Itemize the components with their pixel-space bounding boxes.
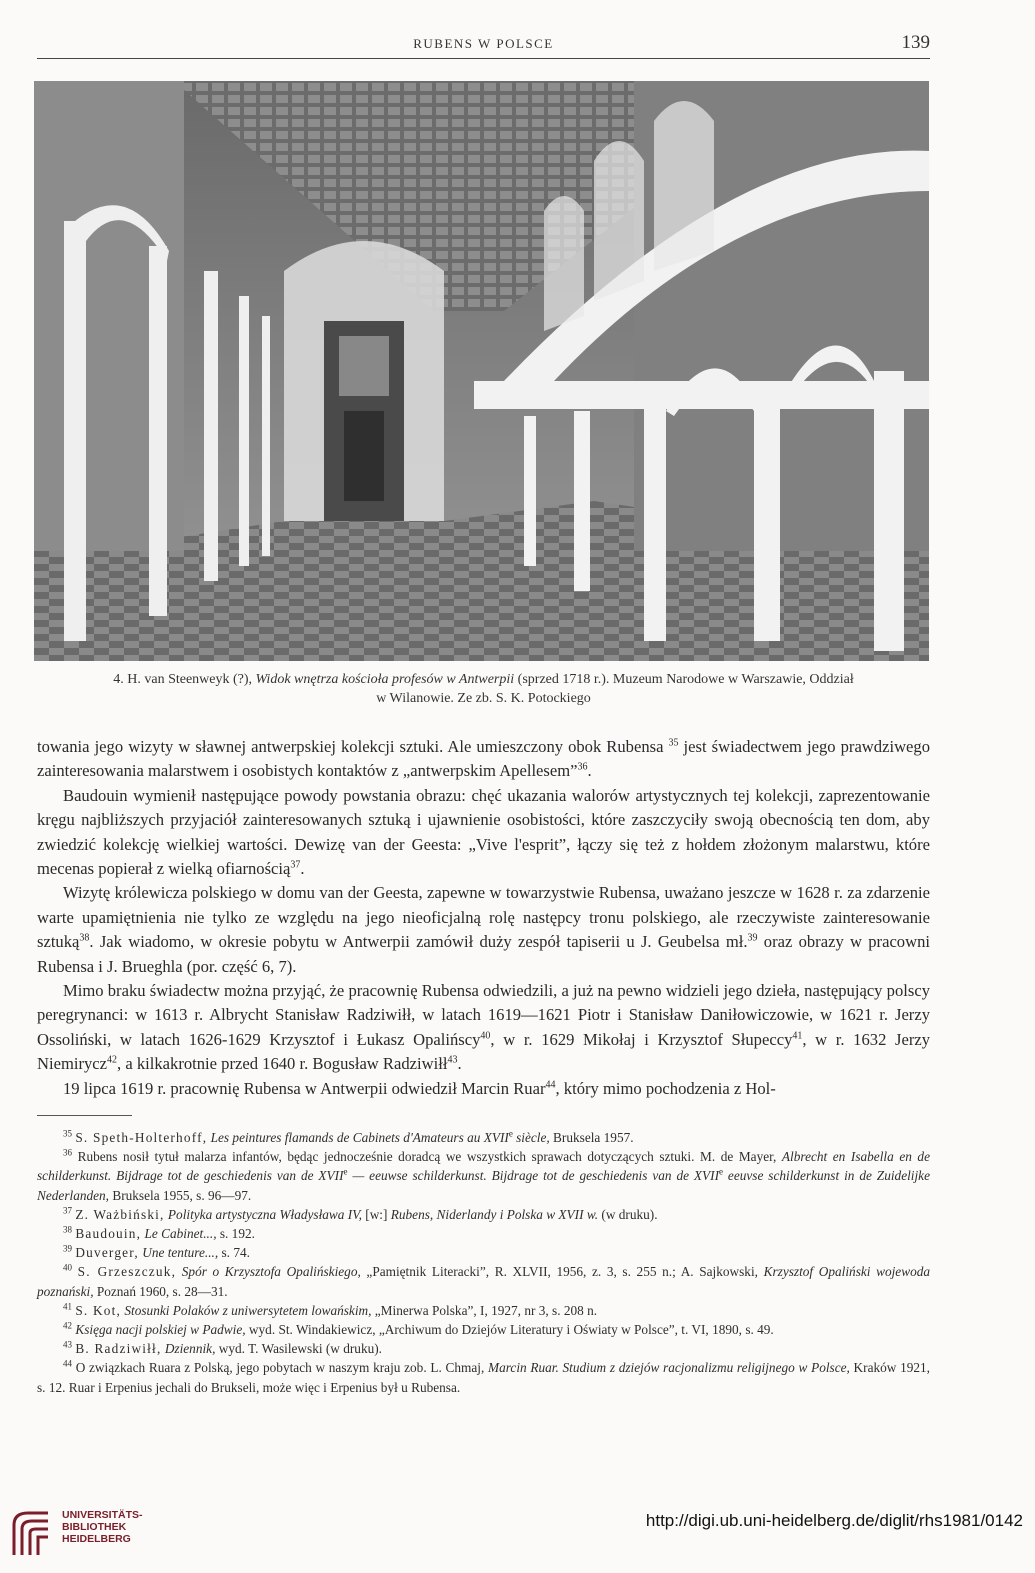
caption-title: Widok wnętrza kościoła profesów w Antwerpii <box>255 672 515 687</box>
permalink-url[interactable]: http://digi.ub.uni-heidelberg.de/diglit/rhs1981/0142 <box>645 1511 1023 1530</box>
main-text <box>37 735 930 1101</box>
footnote-42: $^{42}$ Księga nacji polskiej w Padwie, wyd. St. Windakiewicz, „Archiwum do Dziejów Literatury i Oświaty w Polsce”, t. VI, 1890, s. 49. <box>63 1320 774 1338</box>
paragraph-4: Mimo braku świadectw można przyjąć, że pracownię Rubensa odwiedzili, a już na pewno widzieli jego dzieła, następujący polscy peregrynanci: w 1613 r. Albrycht Stanisław Radziwiłł, w latach 1619—1621 Piotr i Stanisław Daniłowiczowie, w 1621 r. Jerzy Ossoliński, w latach 1626-1629 Krzysztof i Łukasz Opalińscy$^{40}$, w r. 1629 Mikołaj i Krzysztof Słupeccy$^{41}$, w r. 1632 Jerzy Niemirycz$^{42}$, a kilkakrotnie przed 1640 r. Bogusław Radziwiłł$^{43}$. <box>37 981 931 1074</box>
paragraph-3: Wizytę królewicza polskiego w domu van der Geesta, zapewne w towarzystwie Rubensa, uważano jeszcze w 1628 r. za zdarzenie warte upamiętnienia nie tylko ze względu na jego nieoficjalną rolę następcy tronu polskiego, ale rzeczywiste zainteresowanie sztuką$^{38}$. Jak wiadomo, w okresie pobytu w Antwerpii zamówił duży zespół tapiserii u J. Geubelsa mł.$^{39}$ oraz obrazy w pracowni Rubensa i J. Brueghla (por. część 6, 7). <box>37 883 930 976</box>
footnote-ref-44: 44 <box>545 1079 556 1091</box>
digitization-footer <box>0 1495 1035 1573</box>
footnote-ref-40: 40 <box>480 1030 491 1042</box>
running-title: RUBENS W POLSCE <box>413 36 554 51</box>
footnote-ref-39: 39 <box>747 932 758 944</box>
footnote-43: $^{43}$ B. Radziwiłł, Dziennik, wyd. T. Wasilewski (w druku). <box>63 1339 383 1357</box>
caption-line-2: w Wilanowie. Ze zb. S. K. Potockiego <box>376 691 591 706</box>
engraving-illustration <box>34 81 929 661</box>
caption-number: 4. H. van Steenweyk (?), <box>113 672 256 687</box>
footnote-ref-37: 37 <box>290 859 301 871</box>
footnote-ref-38: 38 <box>79 932 90 944</box>
footnote-44: $^{44}$ O związkach Ruara z Polską, jego pobytach w naszym kraju zob. L. Chmaj, Marcin Ruar. Studium z dziejów racjonalizmu religijnego w Polsce, Kraków 1921, s. 12. Ruar i Erpenius jechali do Brukseli, może więc i Erpenius był u Rubensa. <box>37 1359 931 1395</box>
footnote-ref-35: 35 <box>668 737 679 749</box>
paragraph-1: towania jego wizyty w sławnej antwerpskiej kolekcji sztuki. Ale umieszczony obok Rubensa $^{35}$ jest świadectwem jego prawdziwego zainteresowania malarstwem i osobistych kontaktów z „antwerpskim Apellesem”$^{36}$. <box>37 737 931 781</box>
paragraph-5: 19 lipca 1619 r. pracownię Rubensa w Antwerpii odwiedził Marcin Ruar$^{44}$, który mimo pochodzenia z Hol- <box>63 1078 776 1098</box>
footnote-divider <box>37 1115 132 1116</box>
footnote-40: $^{40}$ S. Grzeszczuk, Spór o Krzysztofa Opalińskiego, „Pamiętnik Literacki”, R. XLVII, 1956, z. 3, s. 255 n.; A. Sajkowski, Krzysztof Opaliński wojewoda poznański, Poznań 1960, s. 28—31. <box>37 1263 931 1299</box>
footnote-35: $^{35}$ S. Speth-Holterhoff, Les peintures flamands de Cabinets d'Amateurs au XVIIe siècle, Bruksela 1957. <box>63 1128 634 1145</box>
footnote-38: $^{38}$ Baudouin, Le Cabinet..., s. 192. <box>63 1224 255 1242</box>
figure-caption <box>37 670 930 708</box>
library-logo-icon[interactable] <box>8 1505 54 1561</box>
footnote-41: $^{41}$ S. Kot, Stosunki Polaków z uniwersytetem lowańskim, „Minerwa Polska”, I, 1927, nr 3, s. 208 n. <box>63 1301 598 1318</box>
footnote-37: $^{37}$ Z. Ważbiński, Polityka artystyczna Władysława IV, [w:] Rubens, Niderlandy i Polska w XVII w. (w druku). <box>63 1205 658 1222</box>
footnote-ref-43: 43 <box>447 1054 458 1066</box>
running-header <box>37 32 930 59</box>
library-name: UNIVERSITÄTS- BIBLIOTHEK HEIDELBERG <box>62 1509 143 1545</box>
paragraph-2: Baudouin wymienił następujące powody powstania obrazu: chęć ukazania walorów artystycznych tej kolekcji, zaprezentowanie kręgu najbliższych przyjaciół zainteresowanych sztuką i ujawnienie osobistości, które zaszczyciły swoją obecnością ten dom, aby zwiedzić kolekcję wielkiej wartości. Dewizę van der Geesta: „Vive l'esprit”, łączy się też z hołdem złożonym malarstwu, które mecenas popierał z wielką ofiarnością$^{37}$. <box>37 785 930 879</box>
footnotes <box>37 1128 930 1397</box>
footnote-ref-36: 36 <box>577 761 588 773</box>
footnote-ref-42: 42 <box>107 1054 118 1066</box>
footnote-39: $^{39}$ Duverger, Une tenture..., s. 74. <box>63 1243 250 1261</box>
page-number: 139 <box>901 32 930 53</box>
footnote-36: $^{36}$ Rubens nosił tytuł malarza infantów, będąc jednocześnie doradcą we wszystkich sprawach dotyczących sztuki. M. de Mayer, Albrecht en Isabella en de schilderkunst. Bijdrage tot de geschiedenis van de XVIIe — eeuwse schilderkunst. Bijdrage tot de geschiedenis van de XVIIe eeuvse schilderkunst in de Zuidelijke Nederlanden, Bruksela 1955, s. 96—97. <box>37 1147 930 1203</box>
church-interior-engraving <box>34 81 929 661</box>
caption-rest: (sprzed 1718 r.). Muzeum Narodowe w Warszawie, Oddział <box>514 672 854 687</box>
footnote-ref-41: 41 <box>792 1030 803 1042</box>
